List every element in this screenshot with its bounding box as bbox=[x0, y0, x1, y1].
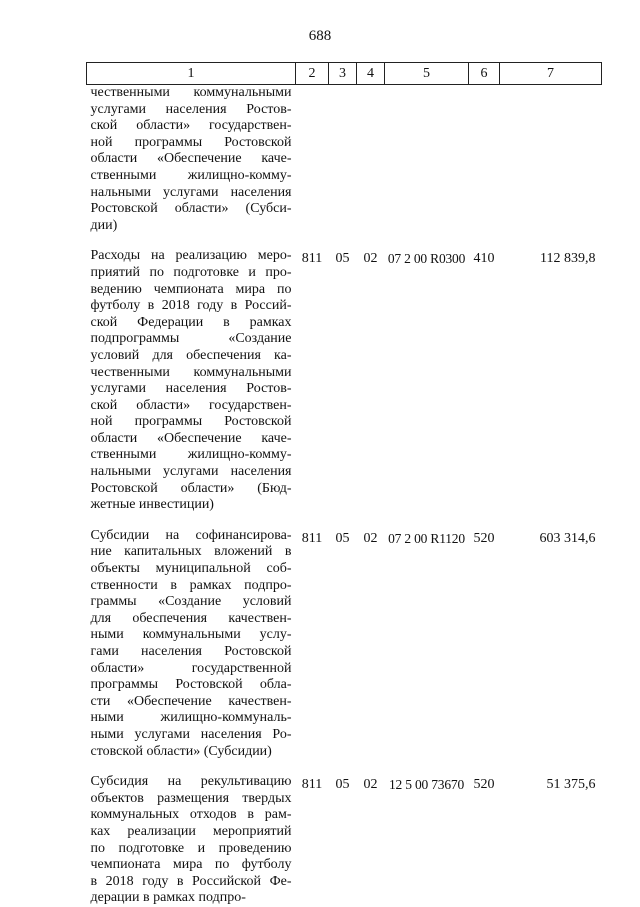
description-line: чественными коммунальными bbox=[90, 364, 292, 380]
expense-type-code: 520 bbox=[473, 777, 495, 793]
description-line: области «Обеспечение каче- bbox=[90, 151, 292, 167]
description-line: чемпионата мира по футболу bbox=[90, 857, 292, 873]
description-line: Субсидии на софинансирова- bbox=[90, 527, 292, 543]
column-header-7: 7 bbox=[500, 63, 602, 85]
row-spacer bbox=[87, 234, 602, 248]
amount bbox=[500, 85, 602, 235]
row-spacer bbox=[87, 760, 602, 774]
description-line: Расходы на реализацию меро- bbox=[90, 248, 292, 264]
description-line: по подготовке и проведению bbox=[90, 840, 292, 856]
expense-type-code bbox=[469, 85, 500, 235]
expense-type-code: 520 bbox=[473, 530, 495, 546]
description-line: чественными коммунальными bbox=[90, 85, 292, 100]
expense-type-code: 410 bbox=[473, 251, 495, 267]
description-line: граммы «Создание условий bbox=[90, 594, 292, 610]
page-number: 688 bbox=[308, 28, 332, 44]
section-code: 05 bbox=[335, 251, 350, 267]
description-line: стовской области» (Субсидии) bbox=[90, 743, 272, 759]
description-line: ской Федерации в рамках bbox=[90, 314, 292, 330]
row-description bbox=[87, 528, 296, 760]
ministry-code: 811 bbox=[301, 777, 323, 793]
description-line: ние капитальных вложений в bbox=[90, 544, 292, 560]
description-line: ной программы Ростовской bbox=[90, 134, 292, 150]
header-row bbox=[87, 63, 602, 85]
description-line: для обеспечения качествен- bbox=[90, 610, 292, 626]
row-description bbox=[87, 85, 296, 235]
description-line: ской области» государствен- bbox=[90, 397, 292, 413]
description-line: ках реализации мероприятий bbox=[90, 823, 292, 839]
description-line: ской области» государствен- bbox=[90, 118, 292, 134]
description-line: ными жилищно-коммуналь- bbox=[90, 710, 292, 726]
target-article-code: 12 5 00 73670 bbox=[388, 777, 465, 793]
description-line: ственными жилищно-комму- bbox=[90, 447, 292, 463]
amount: 603 314,6 bbox=[539, 530, 596, 546]
description-line: услугами населения Ростов- bbox=[90, 381, 292, 397]
row-description bbox=[87, 248, 296, 514]
subsection-code bbox=[357, 85, 385, 235]
column-header-4: 4 bbox=[357, 63, 385, 85]
row-description bbox=[87, 774, 296, 907]
description-line: условий для обеспечения ка- bbox=[90, 347, 292, 363]
amount: 51 375,6 bbox=[546, 777, 596, 793]
table-row bbox=[87, 248, 602, 514]
description-line: Ростовской области» (Бюд- bbox=[90, 480, 292, 496]
target-article-code bbox=[385, 85, 469, 235]
description-line: Субсидия на рекультивацию bbox=[90, 774, 292, 790]
description-line: услугами населения Ростов- bbox=[90, 101, 292, 117]
description-line: ными коммунальными услу- bbox=[90, 627, 292, 643]
subsection-code: 02 bbox=[363, 777, 378, 793]
column-header-3: 3 bbox=[329, 63, 357, 85]
target-article-code: 07 2 00 R0300 bbox=[387, 251, 466, 267]
ministry-code: 811 bbox=[301, 251, 323, 267]
description-line: ведению чемпионата мира по bbox=[90, 281, 292, 297]
description-line: дерации в рамках подпро- bbox=[90, 890, 246, 906]
description-line: ной программы Ростовской bbox=[90, 414, 292, 430]
description-line: области «Обеспечение каче- bbox=[90, 430, 292, 446]
description-line: ственности в рамках подпро- bbox=[90, 577, 292, 593]
description-line: нальными услугами населения bbox=[90, 464, 292, 480]
description-line: сти «Обеспечение качествен- bbox=[90, 693, 292, 709]
subsection-code: 02 bbox=[363, 530, 378, 546]
description-line: жетные инвестиции) bbox=[90, 497, 214, 513]
description-line: подпрограммы «Создание bbox=[90, 331, 292, 347]
description-line: Ростовской области» (Субси- bbox=[90, 201, 292, 217]
description-line: ными услугами населения Ро- bbox=[90, 726, 292, 742]
description-line: гами населения Ростовской bbox=[90, 644, 292, 659]
target-article-code: 07 2 00 R1120 bbox=[388, 530, 465, 546]
description-line: коммунальных отходов в рам- bbox=[90, 807, 292, 823]
column-header-5: 5 bbox=[385, 63, 469, 85]
section-code: 05 bbox=[335, 777, 350, 793]
subsection-code: 02 bbox=[363, 251, 378, 267]
column-header-1: 1 bbox=[87, 63, 296, 85]
description-line: программы Ростовской обла- bbox=[90, 677, 292, 693]
table-row bbox=[87, 774, 602, 907]
row-spacer bbox=[87, 514, 602, 528]
table-row bbox=[87, 528, 602, 760]
description-line: дии) bbox=[90, 217, 118, 233]
description-line: объектов размещения твердых bbox=[90, 790, 292, 806]
amount: 112 839,8 bbox=[540, 251, 596, 267]
description-line: нальными услугами населения bbox=[90, 184, 292, 200]
description-line: футболу в 2018 году в Россий- bbox=[90, 298, 292, 314]
column-header-6: 6 bbox=[469, 63, 500, 85]
description-line: в 2018 году в Российской Фе- bbox=[90, 873, 292, 889]
ministry-code bbox=[296, 85, 329, 235]
description-line: объекты муниципальной соб- bbox=[90, 561, 292, 577]
description-line: приятий по подготовке и про- bbox=[90, 264, 292, 280]
budget-table bbox=[86, 62, 602, 907]
section-code bbox=[329, 85, 357, 235]
description-line: области» государственной bbox=[90, 660, 292, 676]
description-line: ственными жилищно-комму- bbox=[90, 167, 292, 183]
section-code: 05 bbox=[335, 530, 350, 546]
ministry-code: 811 bbox=[301, 530, 323, 546]
table-row bbox=[87, 85, 602, 235]
column-header-2: 2 bbox=[296, 63, 329, 85]
